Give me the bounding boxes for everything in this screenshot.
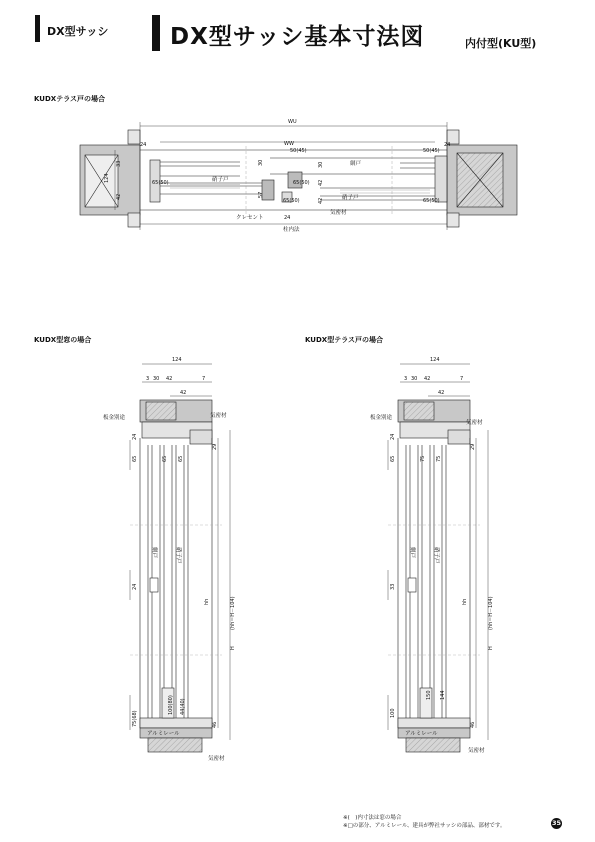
ter-dim-29: 29 bbox=[470, 443, 476, 450]
plan-dim-65-50-d: 65(50) bbox=[423, 198, 440, 204]
win-label-sheet: 板金別途 bbox=[103, 415, 126, 421]
plan-dim-50-45-a: 50(45) bbox=[290, 148, 307, 154]
win-dim-7: 7 bbox=[202, 376, 206, 382]
plan-dim-ww: WW bbox=[284, 141, 294, 147]
plan-dim-57: 57 bbox=[258, 191, 264, 198]
plan-dim-wu: WU bbox=[288, 119, 297, 125]
page-subtitle: 内付型(KU型) bbox=[465, 37, 537, 50]
plan-dim-124: 124 bbox=[104, 173, 110, 183]
window-section-caption: KUDX型窓の場合 bbox=[34, 336, 92, 344]
win-dim-24b: 24 bbox=[132, 583, 138, 590]
ter-dim-124: 124 bbox=[430, 357, 440, 363]
ter-dim-3: 3 bbox=[404, 376, 408, 382]
ter-dim-65: 65 bbox=[390, 455, 396, 462]
plan-left-wall bbox=[80, 130, 140, 227]
plan-dim-50-45-b: 50(45) bbox=[423, 148, 440, 154]
footnote-2: ※□の部分、アルミレール、建具が弊社サッシの部品、部材です。 bbox=[343, 823, 506, 829]
win-dim-100-80: 100(80) bbox=[168, 695, 174, 715]
plan-dim-30-c: 30 bbox=[318, 161, 324, 168]
plan-dim-24-left: 24 bbox=[140, 142, 147, 148]
plan-dim-65-50-b: 65(50) bbox=[293, 180, 310, 186]
plan-label-glass2: 硝子戸 bbox=[342, 195, 359, 201]
plan-dim-65-50-a: 65(50) bbox=[152, 180, 169, 186]
plan-dim-24-bottom: 24 bbox=[284, 215, 291, 221]
win-dim-42: 42 bbox=[166, 376, 173, 382]
page-title: DX型サッシ基本寸法図 bbox=[170, 24, 425, 50]
ter-dim-42b: 42 bbox=[438, 390, 445, 396]
ter-dim-75: 75 bbox=[420, 455, 426, 462]
ter-dim-42: 42 bbox=[424, 376, 431, 382]
plan-label-crescent: クレセント bbox=[236, 215, 264, 221]
win-dim-formula: (hh＝H－104) bbox=[230, 596, 236, 630]
plan-sash-tracks bbox=[160, 158, 445, 200]
terrace-section-caption: KUDX型テラス戸の場合 bbox=[305, 336, 383, 344]
plan-right-wall bbox=[447, 130, 517, 227]
ter-dim-7: 7 bbox=[460, 376, 464, 382]
win-label-rail: アルミレール bbox=[147, 731, 180, 737]
ter-label-sheet: 板金別途 bbox=[370, 415, 393, 421]
win-dim-hh: hh bbox=[204, 598, 210, 605]
ter-dim-30: 30 bbox=[411, 376, 418, 382]
win-dim-46: 46 bbox=[212, 721, 218, 728]
ter-label-glass: 硝子戸 bbox=[433, 547, 439, 564]
win-dim-3: 3 bbox=[146, 376, 150, 382]
ter-label-amido: 網戸 bbox=[409, 547, 415, 559]
plan-dim-30: 30 bbox=[258, 159, 264, 166]
plan-dim-42-d: 42 bbox=[318, 197, 324, 204]
ter-dim-144: 144 bbox=[440, 690, 446, 700]
win-dim-65c: 65 bbox=[178, 455, 184, 462]
ter-dim-75b: 75 bbox=[436, 455, 442, 462]
ter-label-airtight-top: 気密材 bbox=[466, 420, 483, 426]
ter-dim-24: 24 bbox=[390, 433, 396, 440]
win-dim-29: 29 bbox=[212, 443, 218, 450]
plan-label-airtight: 気密材 bbox=[330, 210, 347, 216]
section-title: DX型サッシ bbox=[47, 25, 109, 38]
plan-dim-24-right: 24 bbox=[444, 142, 451, 148]
plan-dim-33: 33 bbox=[116, 160, 122, 167]
plan-view bbox=[80, 122, 517, 230]
plan-caption: KUDXテラス戸の場合 bbox=[34, 95, 105, 103]
ter-dim-h: H bbox=[488, 646, 494, 650]
win-dim-44-40: 44(40) bbox=[180, 698, 186, 715]
win-label-amido: 網戸 bbox=[151, 547, 157, 559]
win-dim-124: 124 bbox=[172, 357, 182, 363]
plan-dim-42-c: 42 bbox=[318, 179, 324, 186]
footnote-1: ※( )内寸法は窓の場合 bbox=[343, 815, 402, 821]
win-dim-75-68: 75(68) bbox=[132, 710, 138, 727]
plan-dim-65-50-c: 65(50) bbox=[283, 198, 300, 204]
win-dim-24: 24 bbox=[132, 433, 138, 440]
plan-label-amido: 網戸 bbox=[350, 161, 362, 167]
ter-dim-46: 46 bbox=[470, 721, 476, 728]
ter-label-airtight-bot: 気密材 bbox=[468, 748, 485, 754]
win-dim-h: H bbox=[230, 646, 236, 650]
win-label-airtight-bot: 気密材 bbox=[208, 756, 225, 762]
win-dim-65b: 65 bbox=[162, 455, 168, 462]
ter-dim-33: 33 bbox=[390, 583, 396, 590]
win-dim-65: 65 bbox=[132, 455, 138, 462]
ter-dim-hh: hh bbox=[462, 598, 468, 605]
ter-label-rail: アルミレール bbox=[405, 731, 438, 737]
win-dim-30: 30 bbox=[153, 376, 160, 382]
plan-label-inner: 柱内法 bbox=[283, 227, 300, 233]
plan-dim-42: 42 bbox=[116, 193, 122, 200]
ter-dim-formula: (hh＝H－104) bbox=[488, 596, 494, 630]
ter-dim-100: 100 bbox=[390, 708, 396, 718]
plan-label-glass1: 硝子戸 bbox=[212, 177, 229, 183]
win-dim-42b: 42 bbox=[180, 390, 187, 396]
win-label-airtight-top: 気密材 bbox=[210, 413, 227, 419]
ter-dim-150: 150 bbox=[426, 690, 432, 700]
page-number: 35 bbox=[551, 819, 562, 827]
win-label-glass: 硝子戸 bbox=[175, 547, 181, 564]
